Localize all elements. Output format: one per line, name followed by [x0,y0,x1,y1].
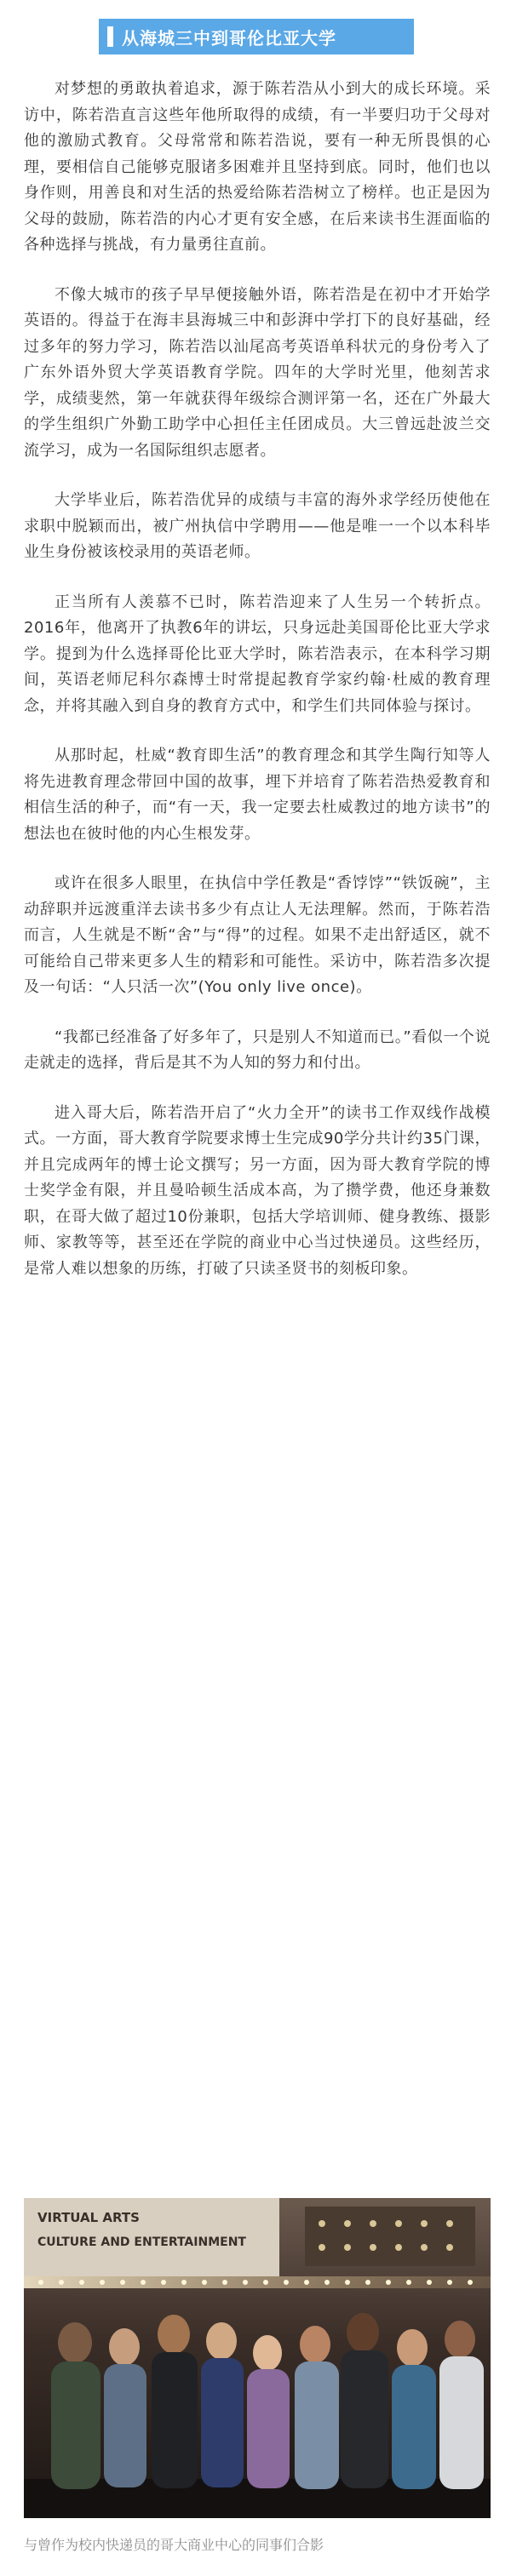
paragraph-5: 从那时起，杜威“教育即生活”的教育理念和其学生陶行知等人将先进教育理念带回中国的故事，埋下并培育了陈若浩热爱教育和相信生活的种子，而“有一天，我一定要去杜威教过的地方读书”的想法也在彼时他的内心生根发芽。 [24,747,491,843]
marquee-text-1: VIRTUAL ARTS [37,2210,140,2225]
paragraph-7: “我都已经准备了好多年了，只是别人不知道而已。”看似一个说走就走的选择，背后是其不为人知的努力和付出。 [24,1028,491,1072]
header-bar-icon [107,26,113,47]
paragraph-3: 大学毕业后，陈若浩优异的成绩与丰富的海外求学经历使他在求职中脱颖而出，被广州执信中学聘用——他是唯一一个以本科毕业生身份被该校录用的英语老师。 [24,491,491,561]
paragraph-4: 正当所有人羡慕不已时，陈若浩迎来了人生另一个转折点。2016年，他离开了执教6年的讲坛，只身远赴美国哥伦比亚大学求学。提到为什么选择哥伦比亚大学时，陈若浩表示，在本科学习期间，英语老师尼科尔森博士时常提起教育学家约翰·杜威的教育理念，并将其融入到自身的教育方式中，和学生们共同体验与探讨。 [24,592,491,715]
paragraph-8: 进入哥大后，陈若浩开启了“火力全开”的读书工作双线作战模式。一方面，哥大教育学院要求博士生完成90学分共计约35门课，并且完成两年的博士论文撰写；另一方面，因为哥大教育学院的博士奖学金有限，并且曼哈顿生活成本高，为了攒学费，他还身兼数职，在哥大做了超过10份兼职，包括大学培训师、健身教练、摄影师、家教等等，甚至还在学院的商业中心当过快递员。这些经历，是常人难以想象的历练，打破了只读圣贤书的刻板印象。 [24,1103,491,1278]
section-header [0,19,511,54]
paragraph-6: 或许在很多人眼里，在执信中学任教是“香饽饽”“铁饭碗”，主动辞职并远渡重洋去读书多少有点让人无法理解。然而，于陈若浩而言，人生就是不断“舍”与“得”的过程。如果不走出舒适区，就不可能给自己带来更多人生的精彩和可能性。采访中，陈若浩多次提及一句话：“人只活一次”(You only live once)。 [24,874,491,996]
photo-caption: 与曾作为校内快递员的哥大商业中心的同事们合影 [24,2537,324,2553]
group-photo [24,2198,491,2518]
section-header-badge [99,19,414,54]
article-body [24,77,491,1306]
paragraph-2: 不像大城市的孩子早早便接触外语，陈若浩是在初中才开始学英语的。得益于在海丰县海城三中和彭湃中学打下的良好基础，经过多年的努力学习，陈若浩以汕尾高考英语单科状元的身份考入了广东外语外贸大学英语教育学院。四年的大学时光里，他刻苦求学，成绩斐然，第一年就获得年级综合测评第一名，还在广外最大的学生组织广外勤工助学中心担任主任团成员。大三曾远赴波兰交流学习，成为一名国际组织志愿者。 [24,285,491,460]
group-photo-illustration [24,2198,491,2518]
marquee-text-2: CULTURE AND ENTERTAINMENT [37,2235,246,2249]
paragraph-1: 对梦想的勇敢执着追求，源于陈若浩从小到大的成长环境。采访中，陈若浩直言这些年他所取得的成绩，有一半要归功于父母对他的激励式教育。父母常常和陈若浩说，要有一种无所畏惧的心理，要相信自己能够克服诸多困难并且坚持到底。同时，他们也以身作则，用善良和对生活的热爱给陈若浩树立了榜样。也正是因为父母的鼓励，陈若浩的内心才更有安全感，在后来读书生涯面临的各种选择与挑战，有力量勇往直前。 [24,80,491,254]
section-title: 从海城三中到哥伦比亚大学 [122,27,336,49]
